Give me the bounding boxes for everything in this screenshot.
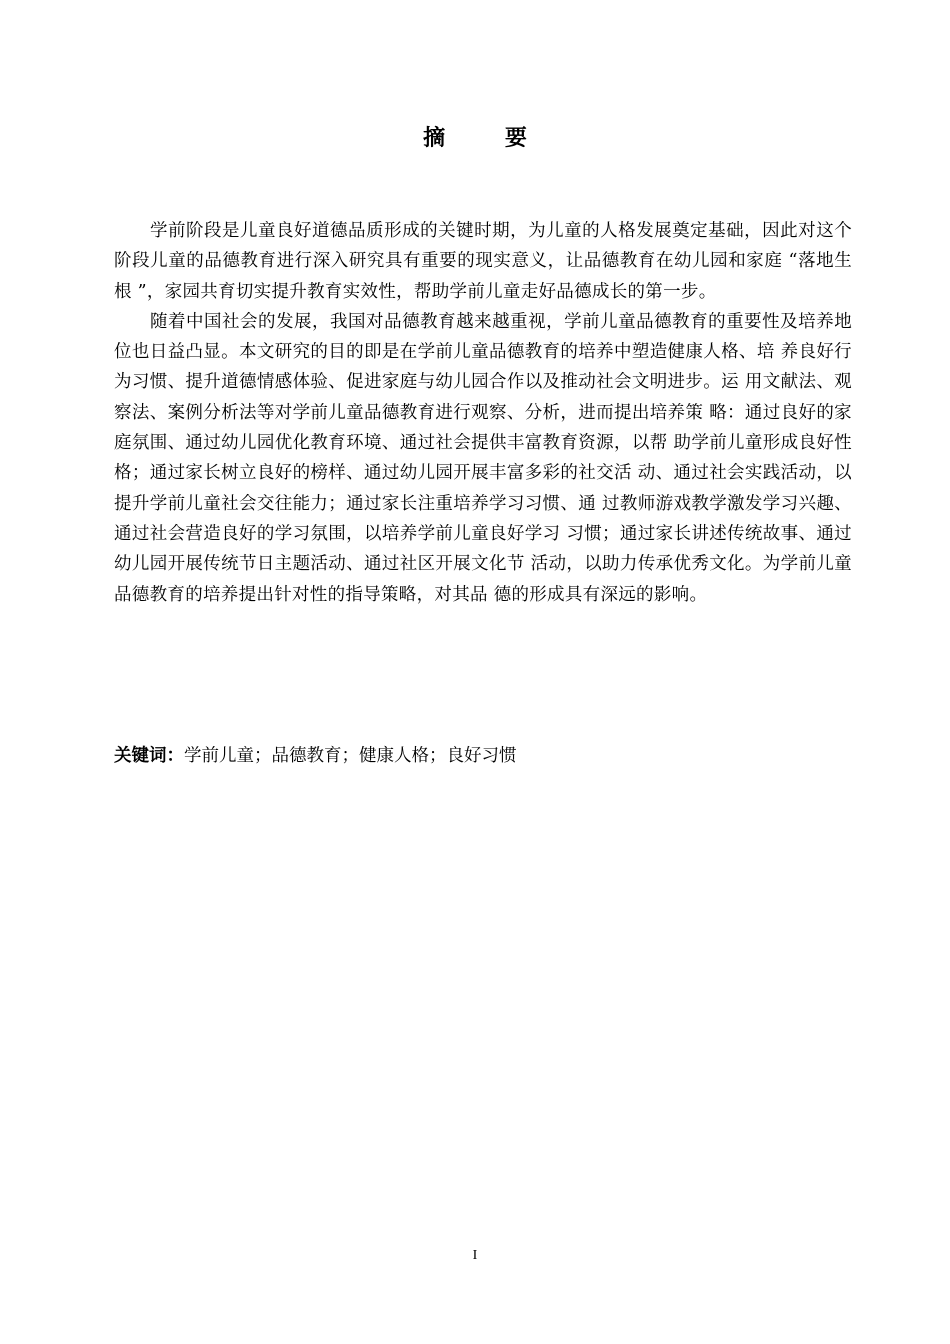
- page-number: I: [472, 1248, 478, 1263]
- abstract-paragraph-2: 随着中国社会的发展，我国对品德教育越来越重视，学前儿童品德教育的重要性及培养地位也日益凸显。本文研究的目的即是在学前儿童品德教育的培养中塑造健康人格、培 养良好行为习惯、提升道德情感体验、促进家庭与幼儿园合作以及推动社会文明进步。运 用文献法、观察法、案例分析法等对学前儿童品德教育进行观察、分析，进而提出培养策 略：通过良好的家庭氛围、通过幼儿园优化教育环境、通过社会提供丰富教育资源，以帮 助学前儿童形成良好性格；通过家长树立良好的榜样、通过幼儿园开展丰富多彩的社交活 动、通过社会实践活动，以提升学前儿童社会交往能力；通过家长注重培养学习习惯、通 过教师游戏教学激发学习兴趣、通过社会营造良好的学习氛围，以培养学前儿童良好学习 习惯；通过家长讲述传统故事、通过幼儿园开展传统节日主题活动、通过社区开展文化节 活动，以助力传承优秀文化。为学前儿童品德教育的培养提出针对性的指导策略，对其品 德的形成具有深远的影响。: [114, 311, 852, 605]
- keywords-line: [114, 742, 852, 770]
- abstract-title: 摘 要: [423, 126, 553, 151]
- abstract-body: [114, 216, 852, 610]
- keywords-label: 关键词：: [114, 746, 184, 766]
- keywords-text: 学前儿童；品德教育；健康人格；良好习惯: [184, 746, 517, 766]
- abstract-paragraph-1: 学前阶段是儿童良好道德品质形成的关键时期，为儿童的人格发展奠定基础，因此对这个阶段儿童的品德教育进行深入研究具有重要的现实意义，让品德教育在幼儿园和家庭 “落地生根 ”，家园共育切实提升教育实效性，帮助学前儿童走好品德成长的第一步。: [114, 221, 852, 302]
